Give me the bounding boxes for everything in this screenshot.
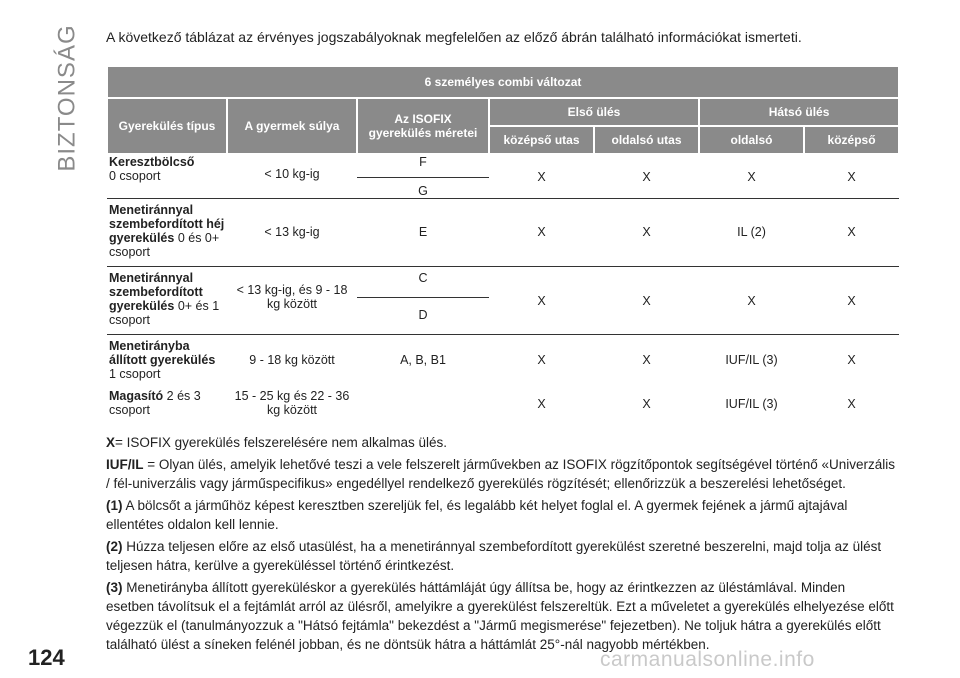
header-rear-side: oldalsó <box>699 126 804 154</box>
note-key: (2) <box>106 539 123 554</box>
rear-middle-cell: X <box>804 267 899 335</box>
rear-middle-cell: X <box>804 154 899 199</box>
note-item <box>106 433 896 452</box>
divider <box>357 297 489 298</box>
watermark: carmanualsonline.info <box>600 648 815 671</box>
note-text: Húzza teljesen előre az első utasülést, ha a menetiránnyal szembefordított gyerekülést szeretné beszerelni, majd tolja az ülést teljesen hátra, kerülve a gyereküléssel történő érintkezést. <box>106 539 882 573</box>
front-side-cell: X <box>594 199 699 267</box>
iso-size-bottom: D <box>418 308 428 322</box>
iso-size-bottom: G <box>418 184 428 198</box>
front-side-cell: X <box>594 154 699 199</box>
seat-type: Menetirányba állított gyerekülés <box>109 339 216 367</box>
isofix-table <box>106 65 900 425</box>
rear-middle-cell: X <box>847 396 856 411</box>
note-key: IUF/IL <box>106 457 144 472</box>
weight-cell: < 13 kg-ig, és 9 - 18 kg között <box>227 267 357 335</box>
table-row <box>107 199 899 267</box>
note-text: = ISOFIX gyerekülés felszerelésére nem alkalmas ülés. <box>115 435 448 450</box>
header-isofix: Az ISOFIX gyerekülés méretei <box>357 98 489 154</box>
rear-side-cell: IUF/IL (3) <box>725 353 778 367</box>
iso-size: A, B, B1 <box>400 353 446 367</box>
note-item <box>106 578 896 654</box>
note-item <box>106 455 896 493</box>
weight-cell: < 13 kg-ig <box>227 199 357 267</box>
front-side-cell: X <box>594 267 699 335</box>
seat-type: Menetiránnyal szembefordított héj gyerekülés <box>109 203 225 245</box>
page-number: 124 <box>28 645 65 670</box>
note-key: X <box>106 435 116 450</box>
table-title: 6 személyes combi változat <box>107 66 899 98</box>
iso-size: E <box>357 199 489 267</box>
rear-side-cell: IL (2) <box>699 199 804 267</box>
header-rear-middle: középső <box>804 126 899 154</box>
front-middle-cell: X <box>489 199 594 267</box>
front-middle-cell: X <box>537 396 546 411</box>
note-text: Menetirányba állított gyereküléskor a gyerekülés háttámláját úgy állítsa be, hogy az érintkezzen az üléstámlával. Minden esetben távolítsuk el a fejtámlát arról az ülésről, amelyikre a gyerekülést felszereltük. Ezt a műveletet a gyerekülés elhelyezése előtt végezzük el (tanulmányozzuk a "Hátsó fejtámla" bekezdést a "Jármű megismerése" fejezetben). Ne toljuk hátra a gyerekülés előtt található ülést a síneken felénél jobban, és ne döntsük hátra a háttámlát 25°-nál nagyobb mértékben. <box>106 580 894 652</box>
iso-size-top: C <box>418 271 428 285</box>
note-item <box>106 496 896 534</box>
seat-group: 1 csoport <box>109 367 161 381</box>
note-text: = Olyan ülés, amelyik lehetővé teszi a vele felszerelt járművekben az ISOFIX rögzítőpontok segítségével történő «Univerzális / fél-univerzális vagy járműspecifikus» engedéllyel rendelkező gyerekülés rögzítését; ellenőrizzük a beszerelési lehetőséget. <box>106 457 896 491</box>
seat-type: Keresztbölcső <box>109 155 195 169</box>
rear-side-cell: X <box>699 267 804 335</box>
seat-type: Magasító <box>109 388 164 403</box>
intro-text: A következő táblázat az érvényes jogszabályoknak megfelelően az előző ábrán található információkat ismerteti. <box>106 29 802 45</box>
note-item <box>106 537 896 575</box>
front-middle-cell: X <box>537 353 546 367</box>
table-row <box>107 154 899 199</box>
seat-group: 0 csoport <box>109 169 161 183</box>
header-front-middle: középső utas <box>489 126 594 154</box>
table-row <box>107 267 899 335</box>
seat-group: 0 és 0+ csoport <box>109 231 220 259</box>
table-row <box>107 335 899 387</box>
header-rear-seat: Hátsó ülés <box>699 98 899 126</box>
table-row <box>107 387 899 425</box>
note-key: (1) <box>106 498 123 513</box>
seat-group: 0+ és 1 csoport <box>109 299 220 327</box>
rear-middle-cell: X <box>804 199 899 267</box>
note-text: A bölcsőt a járműhöz képest keresztben szereljük fel, és legalább két helyet foglal el. A gyermek fejének a jármű ajtajával ellentétes oldalon kell lennie. <box>106 498 848 532</box>
footnotes <box>106 433 896 657</box>
seat-group: 2 és 3 csoport <box>109 388 201 417</box>
front-side-cell: X <box>642 396 651 411</box>
section-title: BIZTONSÁG <box>54 23 81 172</box>
iso-size <box>357 387 489 425</box>
header-weight: A gyermek súlya <box>227 98 357 154</box>
rear-side-cell: IUF/IL (3) <box>725 396 778 411</box>
iso-size-top: F <box>419 155 427 169</box>
rear-middle-cell: X <box>847 353 856 367</box>
front-middle-cell: X <box>489 154 594 199</box>
header-type: Gyerekülés típus <box>107 98 227 154</box>
weight-cell: < 10 kg-ig <box>227 154 357 199</box>
rear-side-cell: X <box>699 154 804 199</box>
front-side-cell: X <box>642 353 651 367</box>
divider <box>357 177 489 178</box>
weight-cell: 15 - 25 kg és 22 - 36 kg között <box>234 388 350 417</box>
weight-cell: 9 - 18 kg között <box>249 353 335 367</box>
front-middle-cell: X <box>489 267 594 335</box>
note-key: (3) <box>106 580 123 595</box>
seat-type: Menetiránnyal szembefordított gyerekülés <box>109 271 203 313</box>
header-front-side: oldalsó utas <box>594 126 699 154</box>
header-front-seat: Első ülés <box>489 98 699 126</box>
